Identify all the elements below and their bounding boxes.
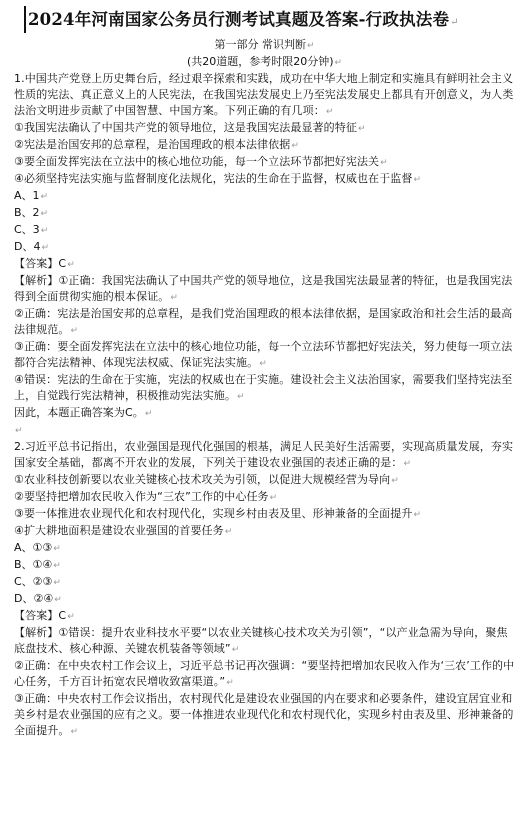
section-heading: 第一部分 常识判断↵ — [214, 38, 315, 51]
q1-answer: 【答案】C↵ — [14, 257, 75, 270]
section-note: (共20道题，参考时限20分钟)↵ — [186, 55, 343, 68]
document-title[interactable] — [28, 6, 515, 37]
q1-analysis-conclusion: 因此，本题正确答案为C。↵ — [14, 406, 153, 419]
q1-analysis-2: ②正确：宪法是治国安邦的总章程，是我们党治国理政的根本法律依据，是国家政治和社会生活的最高法律规范。↵ — [14, 307, 513, 336]
q2-statement-2: ②要坚持把增加农民收入作为“三农”工作的中心任务↵ — [14, 490, 278, 503]
q2-statement-1: ①农业科技创新要以农业关键核心技术攻关为引领，以促进大规模经营为导向↵ — [14, 473, 399, 486]
q2-analysis-2: ②正确：在中央农村工作会议上，习近平总书记再次强调：“要坚持把增加农民收入作为‘三农’工作的中心任务，千方百计拓宽农民增收致富渠道。”↵ — [14, 659, 515, 688]
q1-option-a: A、1↵ — [14, 189, 49, 202]
text-cursor — [24, 6, 26, 33]
q2-analysis-3: ③正确：中央农村工作会议指出，农村现代化是建设农业强国的内在要求和必要条件，建设宜居宜业和美乡村是农业强国的应有之义。要一体推进农业现代化和农村现代化，实现乡村由表及里、形神兼备的全面提升。↵ — [14, 692, 514, 737]
q2-statement-3: ③要一体推进农业现代化和农村现代化，实现乡村由表及里、形神兼备的全面提升↵ — [14, 507, 422, 520]
q2-option-c: C、②③↵ — [14, 575, 61, 588]
q1-analysis-3: ③正确：要全面发挥宪法在立法中的核心地位功能，每一个立法环节都把好宪法关，努力使每一项立法都符合宪法精神、体现宪法权威、保证宪法实施。↵ — [14, 340, 513, 369]
q1-statement-3: ③要全面发挥宪法在立法中的核心地位功能，每一个立法环节都把好宪法关↵ — [14, 155, 388, 168]
q2-analysis-1: 【解析】①错误：提升农业科技水平要“以农业关键核心技术攻关为引领”，“以产业急需为导向，聚焦底盘技术、核心种源、关键农机装备等领域”↵ — [14, 626, 508, 655]
question-2-stem: 2.习近平总书记指出，农业强国是现代化强国的根基，满足人民美好生活需要，实现高质量发展，夯实国家安全基础，都离不开农业的发展，下列关于建设农业强国的表述正确的是：↵ — [14, 440, 514, 469]
q1-statement-4: ④必须坚持宪法实施与监督制度化法规化，宪法的生命在于监督，权威也在于监督↵ — [14, 172, 422, 185]
q1-statement-2: ②宪法是治国安邦的总章程，是治国理政的根本法律依据↵ — [14, 138, 300, 151]
q1-option-c: C、3↵ — [14, 223, 49, 236]
q2-answer: 【答案】C↵ — [14, 609, 75, 622]
question-1-stem: 1.中国共产党登上历史舞台后，经过艰辛探索和实践，成功在中华大地上制定和实施具有鲜明社会主义性质的宪法、真正意义上的人民宪法，在我国宪法发展史上乃至宪法发展史上都具有开创意义，为人类法治文明进步贡献了中国智慧、中国方案。下列正确的有几项：↵ — [14, 72, 514, 117]
q1-option-b: B、2↵ — [14, 206, 49, 219]
paragraph-mark: ↵ — [450, 17, 459, 28]
q1-option-d: D、4↵ — [14, 240, 50, 253]
q2-option-d: D、②④↵ — [14, 592, 62, 605]
blank-paragraph: ↵ — [15, 426, 23, 436]
title-text: 2024年河南国家公务员行测考试真题及答案-行政执法卷 — [28, 10, 450, 29]
q2-option-a: A、①③↵ — [14, 541, 61, 554]
q2-option-b: B、①④↵ — [14, 558, 61, 571]
q1-analysis-1: 【解析】①正确：我国宪法确认了中国共产党的领导地位，这是我国宪法最显著的特征，也是我国宪法得到全面贯彻实施的根本保证。↵ — [14, 274, 513, 303]
q1-analysis-4: ④错误：宪法的生命在于实施，宪法的权威也在于实施。建设社会主义法治国家，需要我们坚持宪法至上，自觉践行宪法精神，积极推动宪法实施。↵ — [14, 373, 513, 402]
q2-statement-4: ④扩大耕地面积是建设农业强国的首要任务↵ — [14, 524, 233, 537]
q1-statement-1: ①我国宪法确认了中国共产党的领导地位，这是我国宪法最显著的特征↵ — [14, 121, 366, 134]
